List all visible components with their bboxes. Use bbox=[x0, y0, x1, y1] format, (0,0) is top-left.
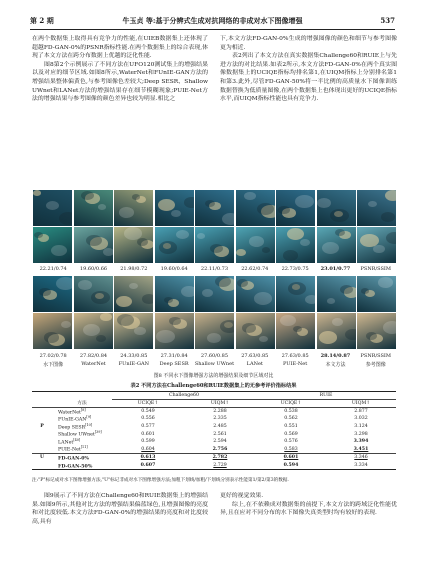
method-name: PUIE-Net bbox=[58, 447, 81, 453]
group-label bbox=[32, 462, 52, 470]
method-cell bbox=[52, 430, 112, 438]
article-title: 牛玉贞 等:基于分辨式生成对抗网络的非成对水下图像增强 bbox=[122, 16, 303, 25]
method-cell bbox=[52, 438, 112, 446]
figure-tile-detail bbox=[345, 329, 356, 340]
paragraph: 图9展示了不同方法在Challenge60和RUIE数据集上的增强结果.如图9所示,其他对比方法的增强结果偏蓝绿色,且增强图像的亮度和对比度较低.本文方法FD-GAN-0%的增强结果的亮度和对比度较高,具有 bbox=[32, 493, 208, 525]
figure-tile-detail bbox=[129, 283, 138, 289]
value-cell: 0.538 bbox=[284, 408, 298, 414]
method-name: LANet bbox=[58, 440, 74, 446]
value-cell: 2.335 bbox=[213, 416, 227, 422]
method-reference: [11] bbox=[80, 445, 88, 450]
figure-tile-detail bbox=[361, 288, 369, 294]
group-label bbox=[32, 430, 52, 438]
table-row bbox=[32, 423, 396, 431]
paragraph: 在两个数据集上取得具有竞争力的性能,在UIEB数据集上还体现了超越FD-GAN-0%的PSNR指标性能.在两个数据集上的综合表现,体现了本文方法在跨分布数据上优越的泛化性能. bbox=[32, 36, 208, 60]
figure-tile-image bbox=[114, 313, 153, 349]
figure-tile-image bbox=[276, 190, 315, 226]
method-name: Shallow UWnet bbox=[58, 432, 95, 438]
figure-tile-detail bbox=[197, 233, 205, 239]
table-row bbox=[32, 430, 396, 438]
figure-caption-label: 22.62/0.74 bbox=[241, 266, 269, 272]
issue-label: 第 2 期 bbox=[30, 16, 54, 25]
figure-tile-detail bbox=[205, 200, 215, 207]
figure-caption-label: PSNR/SSIM bbox=[360, 266, 392, 272]
value-cell: 2.561 bbox=[213, 431, 227, 437]
value-cell: 2.756 bbox=[212, 446, 228, 452]
table-row bbox=[32, 438, 396, 446]
figure-tile-detail bbox=[100, 313, 112, 321]
table-caption: 表2 不同方法在Challenge60和RUIE数据集上的无参考评价指标结果 bbox=[130, 383, 297, 389]
value-cell: 3.032 bbox=[354, 416, 368, 422]
figure-tile-detail bbox=[184, 197, 194, 208]
paragraph: 图8第2个示例展示了不同方法在UFO120测试集上的增强结果以及对应的细节区域.如图8所示,WaterNet和FUnIE-GAN方法的增强结果整体偏黄色,与参考图像色差较大;Deep SESR、Shallow UWnet和LANet方法的增强结果存在细节模糊现象;PUIE-Net方法的增强结果与参考图像的颜色差异也较为明显.相比之 bbox=[32, 61, 208, 103]
figure-caption-label: 27.63/0.85 bbox=[241, 353, 269, 359]
value-cell: 0.604 bbox=[141, 446, 155, 452]
group-header-ruie: RUIE bbox=[256, 392, 396, 400]
figure-caption-label: 28.14/0.87 bbox=[320, 353, 351, 359]
value-cell: 0.577 bbox=[141, 424, 155, 429]
figure-tile-image bbox=[33, 313, 72, 349]
paragraph: 表2列出了本文方法在真实数据集Challenge60和RUIE上与先进方法的对比结果.如表2所示,本文方法FD-GAN-0%在两个真实图像数据集上的UCIQE指标均排名第1,在UIQM指标上分别排名第1和第3.此外,尽管FD-GAN-50%将一半比例的高质量水下图像训练数据替换为低质量图像,在两个数据集上也体现出更好的UCIQE指标水平,而UIQM指标性能也具有竞争力. bbox=[220, 53, 397, 103]
figure-tile-image bbox=[317, 313, 356, 349]
figure-caption-label: 24.33/0.85 bbox=[120, 353, 148, 359]
figure-tile-image bbox=[155, 313, 194, 349]
figure-tile-detail bbox=[378, 277, 393, 288]
figure-tile-image bbox=[155, 190, 194, 226]
group-label: P bbox=[40, 424, 44, 429]
figure-caption-label: 23.01/0.77 bbox=[320, 266, 351, 272]
figure-tile-detail bbox=[386, 232, 396, 244]
figure-tile-image bbox=[357, 313, 396, 349]
value-cell: 0.594 bbox=[283, 462, 299, 468]
figure-tile-detail bbox=[132, 194, 140, 200]
figure-tile-detail bbox=[116, 296, 132, 307]
group-label bbox=[32, 407, 52, 415]
table-row bbox=[32, 453, 396, 461]
figure-tile-image bbox=[236, 190, 275, 226]
figure-caption-label: 19.60/0.64 bbox=[160, 266, 188, 272]
figure-tile-detail bbox=[317, 198, 331, 208]
value-cell: 0.562 bbox=[284, 416, 298, 422]
figure-caption-label: 22.11/0.73 bbox=[200, 266, 229, 272]
figure-tile-detail bbox=[322, 242, 339, 254]
figure-tile-detail bbox=[288, 282, 306, 295]
group-label bbox=[32, 445, 52, 453]
figure-tile-detail bbox=[96, 335, 106, 342]
figure-caption-row-3 bbox=[33, 361, 396, 368]
value-cell: 2.729 bbox=[213, 462, 227, 468]
figure-tile-detail bbox=[295, 195, 314, 208]
figure-caption-label: 参考图像 bbox=[365, 362, 386, 368]
value-cell: 3.451 bbox=[353, 446, 369, 452]
figure-tile-detail bbox=[210, 244, 223, 253]
running-header bbox=[30, 16, 395, 30]
figure-tile-image bbox=[276, 227, 315, 263]
value-cell: 3.346 bbox=[354, 455, 368, 461]
figure-tile-image bbox=[357, 227, 396, 263]
left-column-bottom bbox=[32, 492, 208, 570]
figure-caption-label: 21.98/0.72 bbox=[120, 266, 148, 272]
metric-header: UIQM↑ bbox=[351, 400, 371, 406]
figure-tile-detail bbox=[56, 277, 72, 290]
group-header-challenge60: Challenge60 bbox=[112, 392, 256, 400]
figure-tile-detail bbox=[283, 250, 298, 261]
group-label: U bbox=[39, 455, 45, 461]
figure-tile-image bbox=[195, 313, 234, 349]
figure-tile-detail bbox=[202, 289, 213, 297]
method-cell bbox=[52, 462, 112, 470]
header-rule bbox=[30, 29, 395, 30]
figure-tile-detail bbox=[220, 320, 234, 333]
method-name: FUnIE-GAN bbox=[58, 417, 87, 423]
figure-tile-detail bbox=[366, 332, 377, 340]
figure-tile-image bbox=[236, 227, 275, 263]
figure-tile-detail bbox=[81, 191, 94, 200]
value-cell: 2.288 bbox=[213, 408, 227, 414]
results-table bbox=[32, 391, 396, 470]
figure-tile-image bbox=[317, 190, 356, 226]
group-label bbox=[32, 415, 52, 423]
figure-tile-detail bbox=[237, 279, 248, 287]
figure-tile-image bbox=[74, 227, 113, 263]
figure-tile-detail bbox=[158, 199, 175, 211]
figure-caption: 图8 不同水下图像增强方法的增强结果及细节区域对比 bbox=[153, 373, 274, 379]
figure-tile-detail bbox=[262, 247, 270, 253]
figure-tile-detail bbox=[335, 229, 345, 236]
figure-caption-label: Shallow UWnet bbox=[194, 361, 235, 367]
figure-tile-detail bbox=[332, 318, 343, 326]
figure-tile-detail bbox=[176, 230, 189, 239]
figure-tile-detail bbox=[86, 235, 102, 246]
method-reference: [10] bbox=[85, 422, 93, 427]
figure-tile-detail bbox=[368, 201, 377, 207]
figure-tile-detail bbox=[257, 203, 274, 215]
figure-tile-detail bbox=[51, 245, 67, 256]
figure-tile-detail bbox=[33, 190, 41, 196]
figure-tile-image bbox=[114, 190, 153, 226]
method-name: WaterNet bbox=[58, 410, 81, 416]
table-row bbox=[32, 415, 396, 423]
figure-caption-label: 水下图像 bbox=[43, 362, 64, 368]
figure-tile-detail bbox=[137, 238, 148, 246]
figure-caption-label: 27.63/0.85 bbox=[281, 353, 309, 359]
figure-tile-detail bbox=[134, 327, 146, 335]
figure-tile-detail bbox=[156, 330, 175, 343]
figure-tile-image bbox=[33, 190, 72, 226]
figure-tile-image bbox=[357, 190, 396, 226]
figure-caption-label: 19.60/0.66 bbox=[79, 266, 108, 272]
method-name: FD-GAN-0% bbox=[58, 456, 90, 462]
figure-tile-detail bbox=[259, 336, 268, 342]
figure-tile-detail bbox=[207, 333, 221, 343]
paragraph: 下,本文方法FD-GAN-0%生成的增强图像的颜色和细节与参考图像更为相近. bbox=[220, 36, 397, 51]
figure-tile-image bbox=[317, 227, 356, 263]
figure-tile-detail bbox=[59, 212, 72, 225]
figure-tile-detail bbox=[280, 315, 296, 326]
figure-tile-image bbox=[357, 276, 396, 312]
figure-tile-image bbox=[195, 276, 234, 312]
figure-tile-detail bbox=[373, 245, 385, 253]
figure-tile-detail bbox=[98, 204, 106, 210]
figure-tile-image bbox=[74, 313, 113, 349]
figure-tile-image bbox=[276, 313, 315, 349]
figure-caption-label: LANet bbox=[246, 361, 263, 367]
figure-tile-detail bbox=[327, 298, 335, 304]
value-cell: 0.549 bbox=[141, 408, 155, 414]
method-cell bbox=[52, 415, 112, 423]
value-cell: 0.576 bbox=[284, 439, 298, 445]
paragraph: 综上,在不依赖成对数据集的前提下,本文方法的跨域泛化性能优异,且在应对不同分布的水下图像失真类型时均有较好的表现. bbox=[220, 501, 397, 517]
figure-tile-detail bbox=[83, 324, 100, 336]
figure-tile-detail bbox=[340, 285, 353, 294]
table-row bbox=[32, 462, 396, 470]
figure-tile-detail bbox=[78, 280, 92, 290]
figure-image-row-3 bbox=[33, 276, 396, 312]
method-reference: [40] bbox=[73, 437, 81, 442]
value-cell: 0.599 bbox=[141, 439, 155, 445]
metric-header: UCIQE↑ bbox=[280, 400, 302, 406]
figure-tile-image bbox=[114, 227, 153, 263]
figure-caption-label: WaterNet bbox=[81, 361, 106, 367]
figure-tile-detail bbox=[222, 213, 234, 225]
method-cell bbox=[52, 423, 112, 431]
value-cell: 2.782 bbox=[212, 455, 228, 461]
value-cell: 3.124 bbox=[354, 424, 368, 429]
figure-tile-image bbox=[114, 276, 153, 312]
figure-tile-image bbox=[155, 276, 194, 312]
figure-tile-detail bbox=[46, 201, 59, 210]
value-cell: 0.607 bbox=[140, 462, 156, 468]
figure-tile-detail bbox=[385, 190, 396, 201]
value-cell: 2.877 bbox=[354, 408, 368, 414]
value-cell: 0.551 bbox=[284, 424, 298, 429]
figure-caption-label: Deep SESR bbox=[159, 361, 189, 367]
value-cell: 3.334 bbox=[354, 462, 368, 468]
figure-tile-detail bbox=[381, 212, 395, 222]
figure-caption-label: PUIE-Net bbox=[283, 361, 308, 367]
figure-caption-label: 27.82/0.84 bbox=[79, 353, 108, 359]
figure-tile-image bbox=[236, 313, 275, 349]
figure-tile-detail bbox=[319, 331, 337, 344]
method-name: FD-GAN-50% bbox=[58, 464, 93, 470]
method-name: Deep SESR bbox=[58, 425, 86, 431]
figure-tile-detail bbox=[61, 321, 71, 328]
figure-tile-image bbox=[195, 190, 234, 226]
figure-caption-label: 22.73/0.75 bbox=[281, 266, 309, 272]
value-cell: 0.601 bbox=[283, 455, 299, 461]
figure-caption-label: PSNR/SSIM bbox=[360, 353, 392, 359]
value-cell: 2.485 bbox=[213, 424, 227, 429]
figure-tile-detail bbox=[159, 241, 177, 254]
figure-tile-detail bbox=[300, 239, 310, 246]
value-cell: 0.613 bbox=[140, 455, 156, 461]
metric-header: UCIQE↑ bbox=[137, 400, 159, 406]
figure-tile-detail bbox=[181, 286, 194, 297]
figure-caption-label: 27.02/0.78 bbox=[39, 353, 67, 359]
figure-tile-image bbox=[276, 276, 315, 312]
right-column-bottom bbox=[220, 492, 397, 570]
figure-tile-detail bbox=[119, 207, 134, 218]
figure-caption-label: 27.60/0.85 bbox=[200, 353, 229, 359]
figure-tile-detail bbox=[44, 332, 59, 343]
figure-caption-row-2 bbox=[33, 353, 396, 359]
figure-caption-label: 本文方法 bbox=[325, 362, 346, 368]
figure-tile-image bbox=[74, 276, 113, 312]
figure-tile-image bbox=[317, 276, 356, 312]
method-reference: [9] bbox=[86, 415, 92, 420]
method-reference: [39] bbox=[94, 430, 102, 435]
figure-image-row-2 bbox=[33, 227, 396, 263]
figure-tile-detail bbox=[254, 292, 272, 305]
figure-tile-detail bbox=[142, 294, 153, 304]
figure-tile-image bbox=[33, 276, 72, 312]
value-cell: 2.594 bbox=[213, 439, 227, 445]
figure-caption-row-1 bbox=[33, 266, 396, 272]
figure-caption-label: 27.31/0.84 bbox=[160, 353, 188, 359]
table-note: 注:"P"标记成对水下图像增强方法,"U"标记非成对水下图像增强方法;加粗下划线/加粗/下划线分别表示性能第1/第2/第3的数据. bbox=[32, 478, 289, 483]
page-number: 537 bbox=[380, 16, 395, 25]
figure-tile-detail bbox=[244, 192, 256, 200]
value-cell: 0.601 bbox=[141, 431, 155, 437]
figure-tile-detail bbox=[383, 321, 396, 334]
figure-image-row-4 bbox=[33, 313, 396, 349]
table-row bbox=[32, 445, 396, 453]
figure-tile-detail bbox=[330, 209, 349, 222]
metric-header: UIQM↑ bbox=[210, 400, 230, 406]
table-row bbox=[32, 407, 396, 415]
figure-tile-detail bbox=[91, 291, 110, 304]
left-column-top bbox=[32, 35, 208, 187]
method-reference: [8] bbox=[80, 407, 86, 412]
figure-tile-detail bbox=[169, 317, 181, 325]
group-label bbox=[32, 438, 52, 446]
method-cell bbox=[52, 407, 112, 415]
figure-tile-detail bbox=[305, 295, 315, 304]
figure-tile-detail bbox=[164, 297, 173, 303]
figure-tile-detail bbox=[117, 314, 134, 326]
figure-tile-detail bbox=[171, 210, 181, 217]
figure-tile-detail bbox=[287, 228, 304, 240]
figure-tile-image bbox=[74, 190, 113, 226]
method-cell bbox=[52, 445, 112, 453]
paragraph: 更好的视觉效果. bbox=[220, 493, 264, 499]
figure-tile-detail bbox=[103, 248, 113, 256]
value-cell: 3.394 bbox=[353, 439, 369, 445]
figure-tile-detail bbox=[249, 236, 264, 247]
method-cell bbox=[52, 453, 112, 461]
figure-caption-label: 22.21/0.74 bbox=[39, 266, 67, 272]
figure-tile-detail bbox=[242, 323, 256, 333]
value-cell: 0.556 bbox=[141, 416, 155, 422]
figure-tile-detail bbox=[236, 249, 246, 256]
value-cell: 0.569 bbox=[284, 431, 298, 437]
figure-tile-image bbox=[236, 276, 275, 312]
figure-tile-image bbox=[155, 227, 194, 263]
figure-caption-label: FUnIE-GAN bbox=[118, 361, 149, 367]
right-column-top bbox=[220, 35, 397, 187]
value-cell: 3.298 bbox=[354, 431, 368, 437]
figure-tile-image bbox=[33, 227, 72, 263]
figure-image-row-1 bbox=[33, 190, 396, 226]
method-column-header: 方法 bbox=[77, 400, 87, 406]
figure-tile-image bbox=[195, 227, 234, 263]
value-cell: 0.583 bbox=[284, 446, 298, 452]
